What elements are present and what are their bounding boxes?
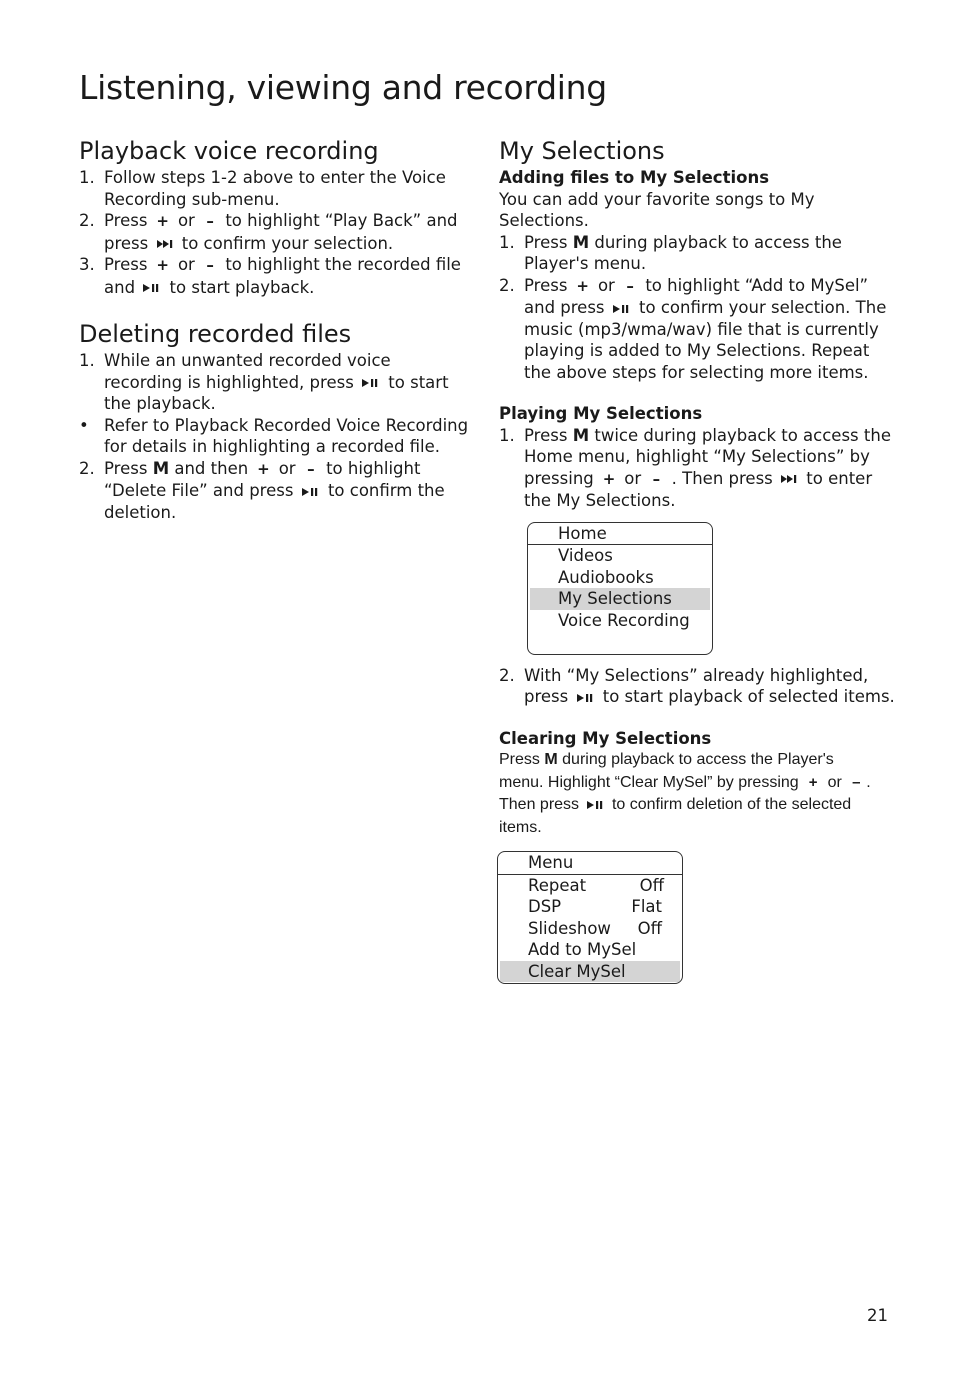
play-pause-icon [613, 304, 631, 314]
playing-subheading: Playing My Selections [499, 404, 703, 423]
m-key: M [152, 458, 170, 478]
list-item: • Refer to Playback Recorded Voice Recording for details in highlighting a recorded file. [79, 415, 469, 456]
m-key: M [544, 751, 558, 768]
list-item: 2. Press + or – to highlight “Add to MySel” and press to confirm your selection. The music (mp3/wma/wav) file that is currently playing is added to My Selections. Repeat the above steps for selecting more items. [499, 275, 887, 382]
player-menu-title: Menu [498, 852, 682, 875]
menu-item-add-to-mysel: Add to MySel [528, 940, 637, 959]
menu-item-repeat: Repeat Off [528, 875, 664, 895]
minus-icon: – [652, 469, 661, 488]
right-column [499, 135, 899, 984]
page-number: 21 [867, 1306, 888, 1325]
plus-icon: + [156, 256, 169, 274]
next-track-icon [157, 239, 174, 249]
menu-item-clear-mysel: Clear MySel [500, 961, 680, 983]
m-key: M [572, 425, 590, 445]
minus-icon: – [307, 459, 315, 478]
clearing-text: Press M during playback to access the Player's menu. Highlight “Clear MySel” by pressing + or – . Then press to confirm deletion of the selected items. [499, 751, 871, 836]
adding-subheading: Adding files to My Selections [499, 168, 770, 187]
plus-icon: + [257, 459, 270, 478]
list-item: 2. Press M and then + or – to highlight “Delete File” and press to confirm the deletion. [79, 458, 445, 522]
play-pause-icon [362, 378, 380, 388]
play-pause-icon [577, 693, 595, 703]
plus-icon: + [156, 212, 169, 230]
menu-item: Videos [558, 546, 613, 565]
bullet: • [79, 415, 89, 435]
home-menu-title: Home [528, 523, 712, 546]
menu-item-slideshow: Slideshow Off [528, 918, 662, 938]
menu-item-highlighted: My Selections [530, 588, 710, 610]
clearing-subheading: Clearing My Selections [499, 728, 712, 748]
play-pause-icon [143, 283, 161, 293]
minus-icon: – [206, 212, 214, 230]
list-item: 1. Follow steps 1-2 above to enter the Voice Recording sub-menu. [79, 168, 446, 209]
plus-icon: + [808, 773, 818, 791]
play-pause-icon [302, 487, 320, 497]
plus-icon: + [576, 276, 589, 295]
plus-icon: + [602, 469, 616, 488]
list-item: 1. Press M during playback to access the Player's menu. [499, 232, 842, 273]
list-item: 1. Press M twice during playback to access the Home menu, highlight “My Selections” by pressing + or – . Then press to enter the My Selections. [499, 425, 891, 510]
play-pause-icon [587, 800, 605, 810]
list-item: 3. Press + or – to highlight the recorded file and to start playback. [79, 255, 461, 297]
next-track-icon [781, 474, 798, 484]
minus-icon: – [852, 773, 861, 791]
minus-icon: – [206, 256, 214, 274]
menu-item: Voice Recording [558, 610, 690, 630]
menu-item: Audiobooks [558, 567, 654, 587]
page-title: Listening, viewing and recording [79, 68, 607, 107]
adding-intro: You can add your favorite songs to My Selections. [499, 189, 815, 230]
playback-heading: Playback voice recording [79, 137, 379, 165]
minus-icon: – [626, 276, 634, 295]
deleting-heading: Deleting recorded files [79, 320, 352, 348]
list-item: 2. Press + or – to highlight “Play Back” and press to confirm your selection. [79, 211, 458, 253]
my-selections-heading: My Selections [499, 137, 665, 165]
list-item: 2. With “My Selections” already highlighted, press to start playback of selected items. [499, 665, 895, 706]
player-menu-screen [497, 851, 683, 984]
menu-item-dsp: DSP Flat [528, 897, 662, 916]
left-column [79, 135, 474, 523]
m-key: M [572, 232, 590, 252]
list-item: 1. While an unwanted recorded voice recording is highlighted, press to start the playback. [79, 351, 449, 413]
home-menu-screen [527, 522, 713, 655]
